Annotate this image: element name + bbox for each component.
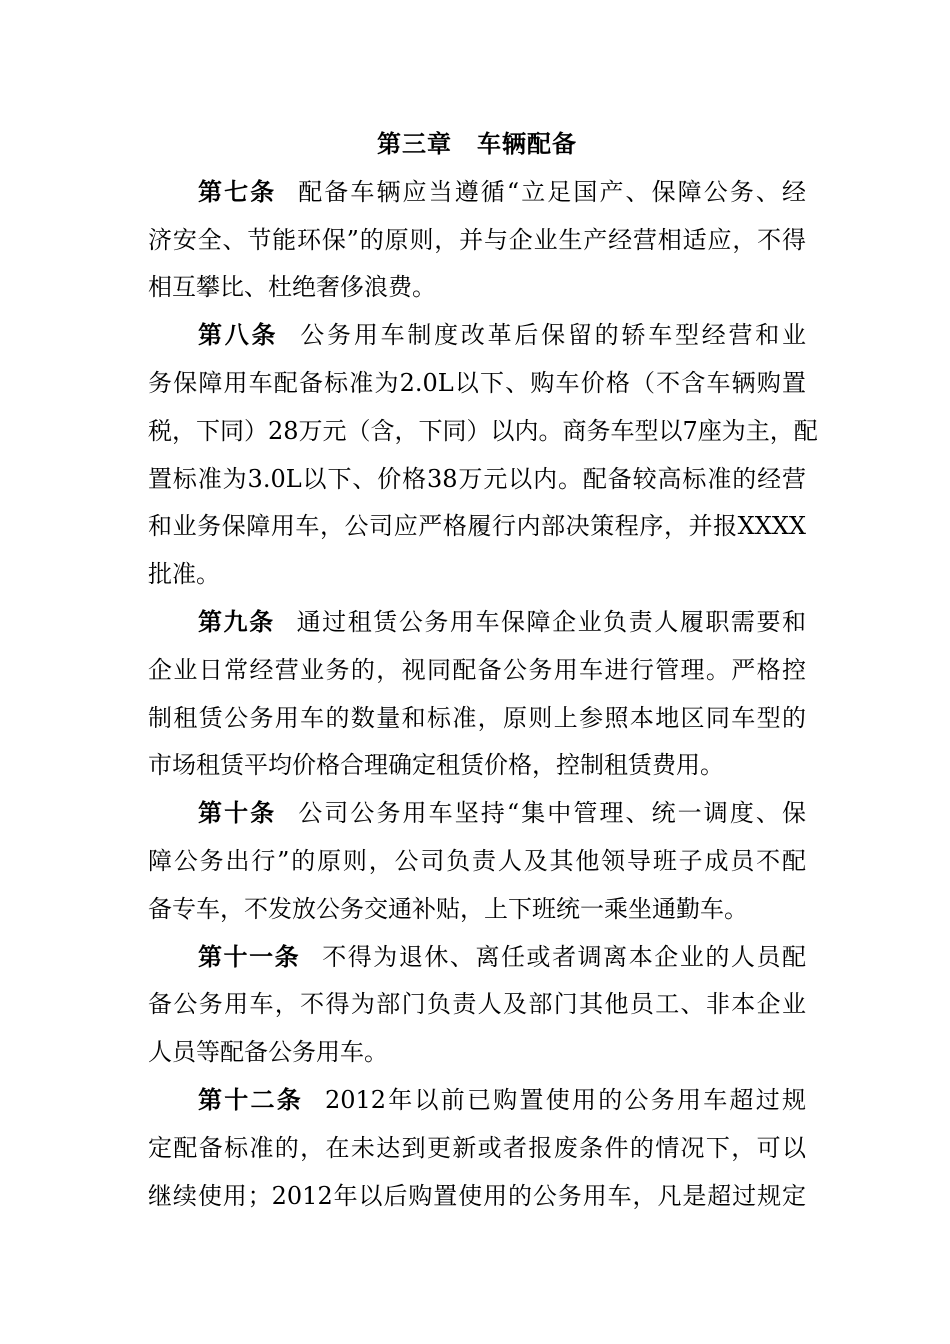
article-heading: 第七条 xyxy=(198,177,277,206)
text-line xyxy=(148,503,806,551)
article-text: 济安全、节能环保”的原则，并与企业生产经营相适应，不得 xyxy=(148,225,806,254)
article-text: 相互攀比、杜绝奢侈浪费。 xyxy=(148,273,436,302)
text-line xyxy=(148,1125,806,1173)
text-line xyxy=(148,695,806,743)
article-paragraph xyxy=(148,934,806,1077)
article-text: 市场租赁平均价格合理确定租赁价格，控制租赁费用。 xyxy=(148,751,724,780)
article-text: 继续使用；2012年以后购置使用的公务用车，凡是超过规定 xyxy=(148,1181,806,1210)
text-line xyxy=(148,790,806,838)
article-text: 税，下同）28万元（含，下同）以内。商务车型以7座为主，配 xyxy=(148,416,818,445)
text-line xyxy=(148,742,806,790)
article-text: 置标准为3.0L以下、价格38万元以内。配备较高标准的经营 xyxy=(148,464,806,493)
article-heading: 第十二条 xyxy=(198,1085,303,1114)
text-line xyxy=(148,838,806,886)
text-line xyxy=(148,169,806,217)
text-line xyxy=(148,408,818,456)
article-text: 备专车，不发放公务交通补贴，上下班统一乘坐通勤车。 xyxy=(148,894,748,923)
text-line xyxy=(148,551,806,599)
article-text: 2012年以前已购置使用的公务用车超过规 xyxy=(324,1085,806,1114)
text-line xyxy=(148,312,806,360)
article-paragraph xyxy=(148,169,806,312)
text-line xyxy=(148,1029,806,1077)
article-text: 批准。 xyxy=(148,560,220,589)
article-text: 企业日常经营业务的，视同配备公务用车进行管理。严格控 xyxy=(148,655,806,684)
document-page xyxy=(148,121,818,1220)
text-line xyxy=(148,456,806,504)
text-line xyxy=(148,217,806,265)
article-text: 人员等配备公务用车。 xyxy=(148,1038,388,1067)
article-heading: 第十条 xyxy=(198,799,277,828)
text-line xyxy=(148,1173,806,1221)
text-line xyxy=(148,886,806,934)
text-line xyxy=(148,599,806,647)
text-line xyxy=(148,981,806,1029)
article-text: 障公务出行”的原则，公司负责人及其他领导班子成员不配 xyxy=(148,846,806,875)
article-text: 和业务保障用车，公司应严格履行内部决策程序，并报XXXX xyxy=(148,512,806,541)
article-paragraph xyxy=(148,1077,806,1220)
text-line xyxy=(148,647,806,695)
article-text: 公司公务用车坚持“集中管理、统一调度、保 xyxy=(298,799,806,828)
article-text: 公务用车制度改革后保留的轿车型经营和业 xyxy=(300,321,807,350)
text-line xyxy=(148,934,806,982)
article-text: 备公务用车，不得为部门负责人及部门其他员工、非本企业 xyxy=(148,990,806,1019)
article-text: 定配备标准的，在未达到更新或者报废条件的情况下，可以 xyxy=(148,1133,806,1162)
chapter-title: 第三章 车辆配备 xyxy=(377,130,577,158)
article-paragraph xyxy=(148,599,806,790)
article-list xyxy=(148,169,818,1221)
article-paragraph xyxy=(148,312,818,599)
text-line xyxy=(148,1077,806,1125)
article-text: 务保障用车配备标准为2.0L以下、购车价格（不含车辆购置 xyxy=(148,368,806,397)
article-heading: 第十一条 xyxy=(198,942,301,971)
article-paragraph xyxy=(148,790,806,933)
text-line xyxy=(148,360,806,408)
article-text: 通过租赁公务用车保障企业负责人履职需要和 xyxy=(296,607,807,636)
article-heading: 第八条 xyxy=(198,321,279,350)
article-text: 制租赁公务用车的数量和标准，原则上参照本地区同车型的 xyxy=(148,703,806,732)
text-line xyxy=(148,264,806,312)
article-text: 配备车辆应当遵循“立足国产、保障公务、经 xyxy=(298,177,806,206)
article-text: 不得为退休、离任或者调离本企业的人员配 xyxy=(322,942,807,971)
article-heading: 第九条 xyxy=(198,607,275,636)
